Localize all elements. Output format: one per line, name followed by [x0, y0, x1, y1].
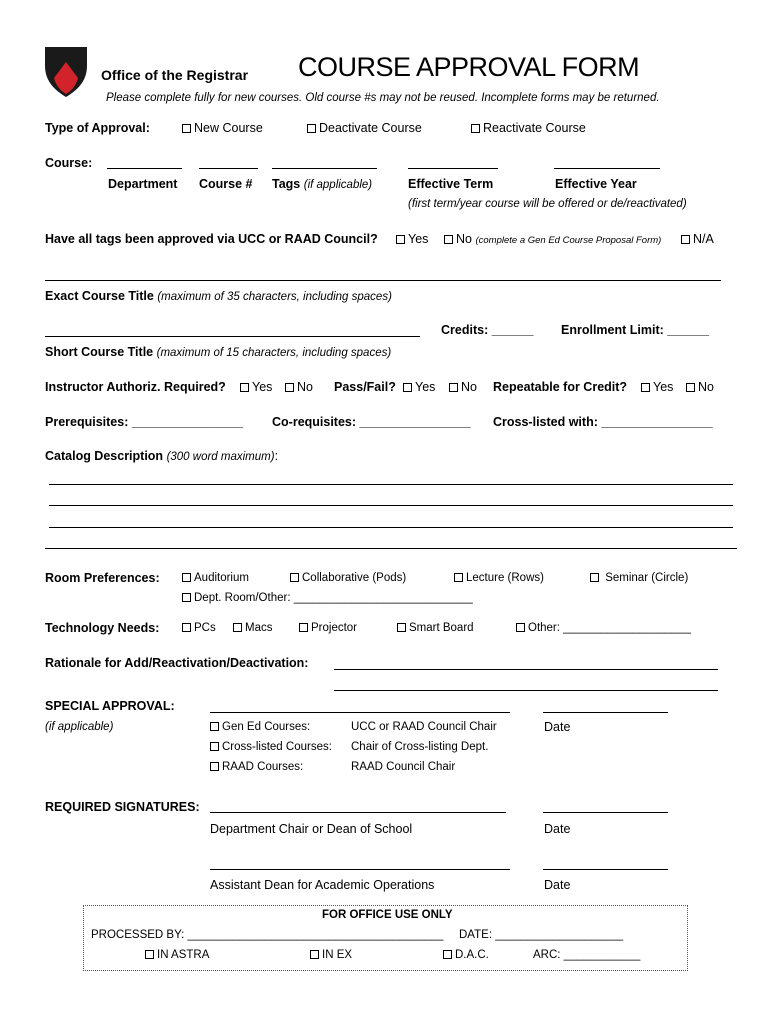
- tags-label: Tags (if applicable): [272, 177, 373, 191]
- checkbox-icon: [641, 383, 650, 392]
- form-title: COURSE APPROVAL FORM: [298, 52, 640, 82]
- shield-logo: [44, 46, 88, 98]
- effective-note: (first term/year course will be offered or de/reactivated): [408, 198, 687, 210]
- checkbox-icon: [210, 762, 219, 771]
- dept-room-other-checkbox[interactable]: Dept. Room/Other: ____________________________: [182, 592, 473, 604]
- catalog-description-label: Catalog Description (300 word maximum):: [45, 449, 279, 463]
- passfail-label: Pass/Fail?: [334, 380, 396, 394]
- tags-no-checkbox[interactable]: No (complete a Gen Ed Course Proposal Form): [444, 232, 661, 246]
- checkbox-icon: [210, 742, 219, 751]
- office-name: Office of the Registrar: [101, 67, 249, 83]
- repeatable-no-checkbox[interactable]: No: [686, 380, 714, 394]
- cross-listed-checkbox[interactable]: Cross-listed Courses:: [210, 741, 332, 753]
- checkbox-icon: [210, 722, 219, 731]
- corequisites-field[interactable]: Co-requisites: ________________: [272, 415, 471, 429]
- checkbox-icon: [686, 383, 695, 392]
- catalog-line[interactable]: [45, 548, 737, 549]
- required-signatures-label: REQUIRED SIGNATURES:: [45, 800, 200, 814]
- checkbox-icon: [454, 573, 463, 582]
- catalog-line[interactable]: [49, 505, 733, 506]
- tags-yes-checkbox[interactable]: Yes: [396, 232, 428, 246]
- gen-ed-checkbox[interactable]: Gen Ed Courses:: [210, 721, 310, 733]
- checkbox-icon: [145, 950, 154, 959]
- in-astra-checkbox[interactable]: IN ASTRA: [145, 949, 209, 961]
- assistant-date-label: Date: [544, 878, 571, 892]
- passfail-no-checkbox[interactable]: No: [449, 380, 477, 394]
- checkbox-icon: [681, 235, 690, 244]
- reactivate-course-checkbox[interactable]: Reactivate Course: [471, 121, 586, 135]
- instructor-label: Instructor Authoriz. Required?: [45, 380, 226, 394]
- raad-checkbox[interactable]: RAAD Courses:: [210, 761, 303, 773]
- tech-other-checkbox[interactable]: Other: ____________________: [516, 622, 691, 634]
- checkbox-icon: [403, 383, 412, 392]
- dac-checkbox[interactable]: D.A.C.: [443, 949, 489, 961]
- passfail-yes-checkbox[interactable]: Yes: [403, 380, 435, 394]
- in-ex-checkbox[interactable]: IN EX: [310, 949, 352, 961]
- auditorium-checkbox[interactable]: Auditorium: [182, 572, 249, 584]
- chair-signature-line[interactable]: [210, 812, 506, 813]
- enrollment-limit-field[interactable]: Enrollment Limit: ______: [561, 323, 709, 337]
- credits-field[interactable]: Credits: ______: [441, 323, 534, 337]
- exact-title-label: Exact Course Title (maximum of 35 characters, including spaces): [45, 289, 392, 303]
- type-of-approval-label: Type of Approval:: [45, 121, 150, 135]
- short-title-field[interactable]: [45, 336, 420, 337]
- short-title-label: Short Course Title (maximum of 15 characters, including spaces): [45, 345, 392, 359]
- course-label: Course:: [45, 156, 93, 170]
- special-approval-label: SPECIAL APPROVAL:: [45, 699, 175, 713]
- course-number-field[interactable]: [199, 168, 258, 169]
- technology-needs-label: Technology Needs:: [45, 621, 160, 635]
- checkbox-icon: [397, 623, 406, 632]
- processed-by-field[interactable]: PROCESSED BY: ________________________________________: [91, 929, 444, 941]
- checkbox-icon: [449, 383, 458, 392]
- macs-checkbox[interactable]: Macs: [233, 622, 272, 634]
- repeatable-yes-checkbox[interactable]: Yes: [641, 380, 673, 394]
- form-subtitle: Please complete fully for new courses. Old course #s may not be reused. Incomplete forms may be returned.: [106, 92, 660, 104]
- smart-board-checkbox[interactable]: Smart Board: [397, 622, 474, 634]
- cross-listed-approver: Chair of Cross-listing Dept.: [351, 741, 489, 753]
- office-date-field[interactable]: DATE: ____________________: [459, 929, 624, 941]
- office-use-title: FOR OFFICE USE ONLY: [322, 909, 453, 921]
- checkbox-icon: [182, 623, 191, 632]
- effective-year-label: Effective Year: [555, 177, 637, 191]
- crosslisted-field[interactable]: Cross-listed with: ________________: [493, 415, 713, 429]
- lecture-checkbox[interactable]: Lecture (Rows): [454, 572, 544, 584]
- effective-term-label: Effective Term: [408, 177, 494, 191]
- tags-question-label: Have all tags been approved via UCC or RAAD Council?: [45, 232, 378, 246]
- raad-approver: RAAD Council Chair: [351, 761, 456, 773]
- checkbox-icon: [310, 950, 319, 959]
- checkbox-icon: [307, 124, 316, 133]
- checkbox-icon: [182, 124, 191, 133]
- rationale-label: Rationale for Add/Reactivation/Deactivation:: [45, 656, 309, 670]
- tags-na-checkbox[interactable]: N/A: [681, 232, 714, 246]
- checkbox-icon: [290, 573, 299, 582]
- special-signature-line[interactable]: [210, 712, 510, 713]
- course-number-label: Course #: [199, 177, 253, 191]
- pcs-checkbox[interactable]: PCs: [182, 622, 216, 634]
- special-approval-note: (if applicable): [45, 721, 114, 733]
- checkbox-icon: [516, 623, 525, 632]
- department-label: Department: [108, 177, 178, 191]
- special-date-label: Date: [544, 720, 571, 734]
- checkbox-icon: [396, 235, 405, 244]
- checkbox-icon: [240, 383, 249, 392]
- prerequisites-field[interactable]: Prerequisites: ________________: [45, 415, 244, 429]
- checkbox-icon: [590, 573, 599, 582]
- tags-field[interactable]: [272, 168, 377, 169]
- checkbox-icon: [443, 950, 452, 959]
- checkbox-icon: [471, 124, 480, 133]
- chair-date-label: Date: [544, 822, 571, 836]
- instructor-yes-checkbox[interactable]: Yes: [240, 380, 272, 394]
- arc-field[interactable]: ARC: ____________: [533, 949, 641, 961]
- assistant-label: Assistant Dean for Academic Operations: [210, 878, 435, 892]
- special-date-line[interactable]: [543, 712, 668, 713]
- gen-ed-approver: UCC or RAAD Council Chair: [351, 721, 497, 733]
- deactivate-course-checkbox[interactable]: Deactivate Course: [307, 121, 422, 135]
- projector-checkbox[interactable]: Projector: [299, 622, 357, 634]
- rationale-field[interactable]: [334, 669, 718, 670]
- repeatable-label: Repeatable for Credit?: [493, 380, 628, 394]
- assistant-signature-line[interactable]: [210, 869, 510, 870]
- catalog-line[interactable]: [49, 484, 733, 485]
- exact-title-field[interactable]: [45, 280, 721, 281]
- collaborative-checkbox[interactable]: Collaborative (Pods): [290, 572, 406, 584]
- department-field[interactable]: [107, 168, 182, 169]
- effective-year-field[interactable]: [554, 168, 660, 169]
- checkbox-icon: [285, 383, 294, 392]
- checkbox-icon: [233, 623, 242, 632]
- effective-term-field[interactable]: [408, 168, 498, 169]
- chair-label: Department Chair or Dean of School: [210, 822, 413, 836]
- assistant-date-line[interactable]: [543, 869, 668, 870]
- checkbox-icon: [444, 235, 453, 244]
- checkbox-icon: [182, 573, 191, 582]
- rationale-field[interactable]: [334, 690, 718, 691]
- room-preferences-label: Room Preferences:: [45, 571, 160, 585]
- chair-date-line[interactable]: [543, 812, 668, 813]
- catalog-line[interactable]: [49, 527, 733, 528]
- checkbox-icon: [299, 623, 308, 632]
- checkbox-icon: [182, 593, 191, 602]
- seminar-checkbox[interactable]: Seminar (Circle): [590, 572, 688, 584]
- new-course-checkbox[interactable]: New Course: [182, 121, 263, 135]
- instructor-no-checkbox[interactable]: No: [285, 380, 313, 394]
